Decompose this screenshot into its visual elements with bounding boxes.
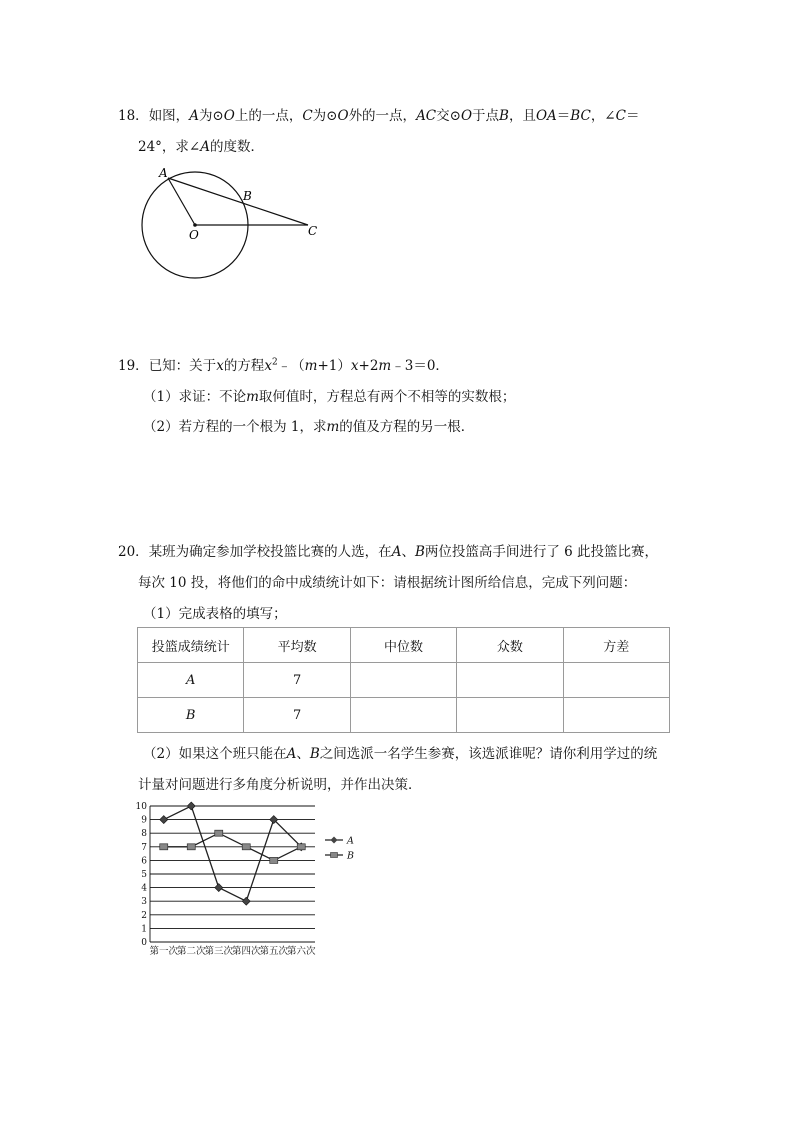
circle-figure <box>130 160 330 285</box>
table-cell-mean: 7 <box>244 663 350 698</box>
label-b: B <box>243 189 252 203</box>
table-cell-mode[interactable] <box>457 698 563 733</box>
q19-line1: 19．已知：关于x的方程$x^2﹣(m+1)x+2m﹣3=0$． <box>118 357 449 374</box>
point-B <box>270 857 278 863</box>
table-header: 投篮成绩统计 <box>138 628 244 663</box>
q19-part2: （2）若方程的一个根为 1，求m的值及方程的另一根． <box>143 419 475 435</box>
q20-part2-line1: （2）如果这个班只能在A、B之间选派一名学生参赛，该选派谁呢？请你利用学过的统 <box>143 746 658 762</box>
segment-oa <box>168 178 195 225</box>
legend-label-B: B <box>347 850 354 862</box>
x-tick-label: 第五次 <box>259 946 289 957</box>
table-header: 众数 <box>457 628 563 663</box>
legend-label-A: A <box>347 835 354 847</box>
q20-part1: （1）完成表格的填写； <box>143 606 287 622</box>
table-cell-mean: 7 <box>244 698 350 733</box>
legend-marker-B <box>331 853 338 858</box>
point-A <box>160 816 168 824</box>
y-tick-label: 5 <box>141 870 147 880</box>
y-tick-label: 3 <box>141 897 147 908</box>
table-cell-median[interactable] <box>350 698 456 733</box>
point-B <box>297 844 305 850</box>
y-tick-label: 4 <box>141 883 147 894</box>
label-c: C <box>308 224 318 238</box>
y-tick-label: 8 <box>141 829 147 840</box>
label-o: O <box>189 228 199 242</box>
q20-line2: 每次 10 投，将他们的命中成绩统计如下：请根据统计图所给信息，完成下列问题： <box>138 575 637 591</box>
point-A <box>242 897 250 905</box>
q19-part1: （1）求证：不论m取何值时，方程总有两个不相等的实数根； <box>143 389 516 405</box>
point-B <box>187 844 195 850</box>
table-header-row <box>138 628 670 663</box>
table-cell-name: B <box>138 698 244 733</box>
score-line-chart <box>125 798 375 963</box>
table-row <box>138 698 670 733</box>
table-header: 平均数 <box>244 628 350 663</box>
y-tick-label: 9 <box>141 815 147 826</box>
table-header: 中位数 <box>350 628 456 663</box>
segment-ac <box>168 178 308 225</box>
x-tick-label: 第三次 <box>204 946 234 957</box>
x-tick-label: 第二次 <box>176 946 206 957</box>
x-tick-label: 第一次 <box>149 946 179 957</box>
q20-line1: 20．某班为确定参加学校投篮比赛的人选，在A、B两位投篮高手间进行了 6 此投篮比赛， <box>118 544 659 560</box>
center-point <box>193 223 197 227</box>
series-line-A <box>164 806 302 901</box>
table-cell-name: A <box>138 663 244 698</box>
y-tick-label: 1 <box>141 924 147 935</box>
table-cell-mode[interactable] <box>457 663 563 698</box>
table-cell-variance[interactable] <box>563 663 669 698</box>
point-A <box>187 802 195 810</box>
legend-marker-A <box>331 837 338 844</box>
table-header: 方差 <box>563 628 669 663</box>
q18-line2: 24°，求∠A的度数． <box>138 139 264 155</box>
point-B <box>215 830 223 836</box>
table-cell-median[interactable] <box>350 663 456 698</box>
y-tick-label: 2 <box>141 910 147 921</box>
y-tick-label: 0 <box>141 938 147 948</box>
y-tick-label: 10 <box>135 802 147 812</box>
table-row <box>138 663 670 698</box>
point-B <box>242 844 250 850</box>
y-tick-label: 7 <box>141 842 147 853</box>
y-tick-label: 6 <box>141 856 147 867</box>
point-B <box>160 844 168 850</box>
q18-line1: 18．如图，A为⊙O上的一点，C为⊙O外的一点，AC交⊙O于点B，且OA＝BC，∠C＝ <box>118 108 640 124</box>
table-cell-variance[interactable] <box>563 698 669 733</box>
stats-table <box>137 627 670 733</box>
x-tick-label: 第四次 <box>231 946 261 957</box>
point-A <box>215 884 223 892</box>
x-tick-label: 第六次 <box>286 946 316 957</box>
label-a: A <box>159 166 168 180</box>
q20-part2-line2: 计量对问题进行多角度分析说明，并作出决策． <box>138 777 422 793</box>
